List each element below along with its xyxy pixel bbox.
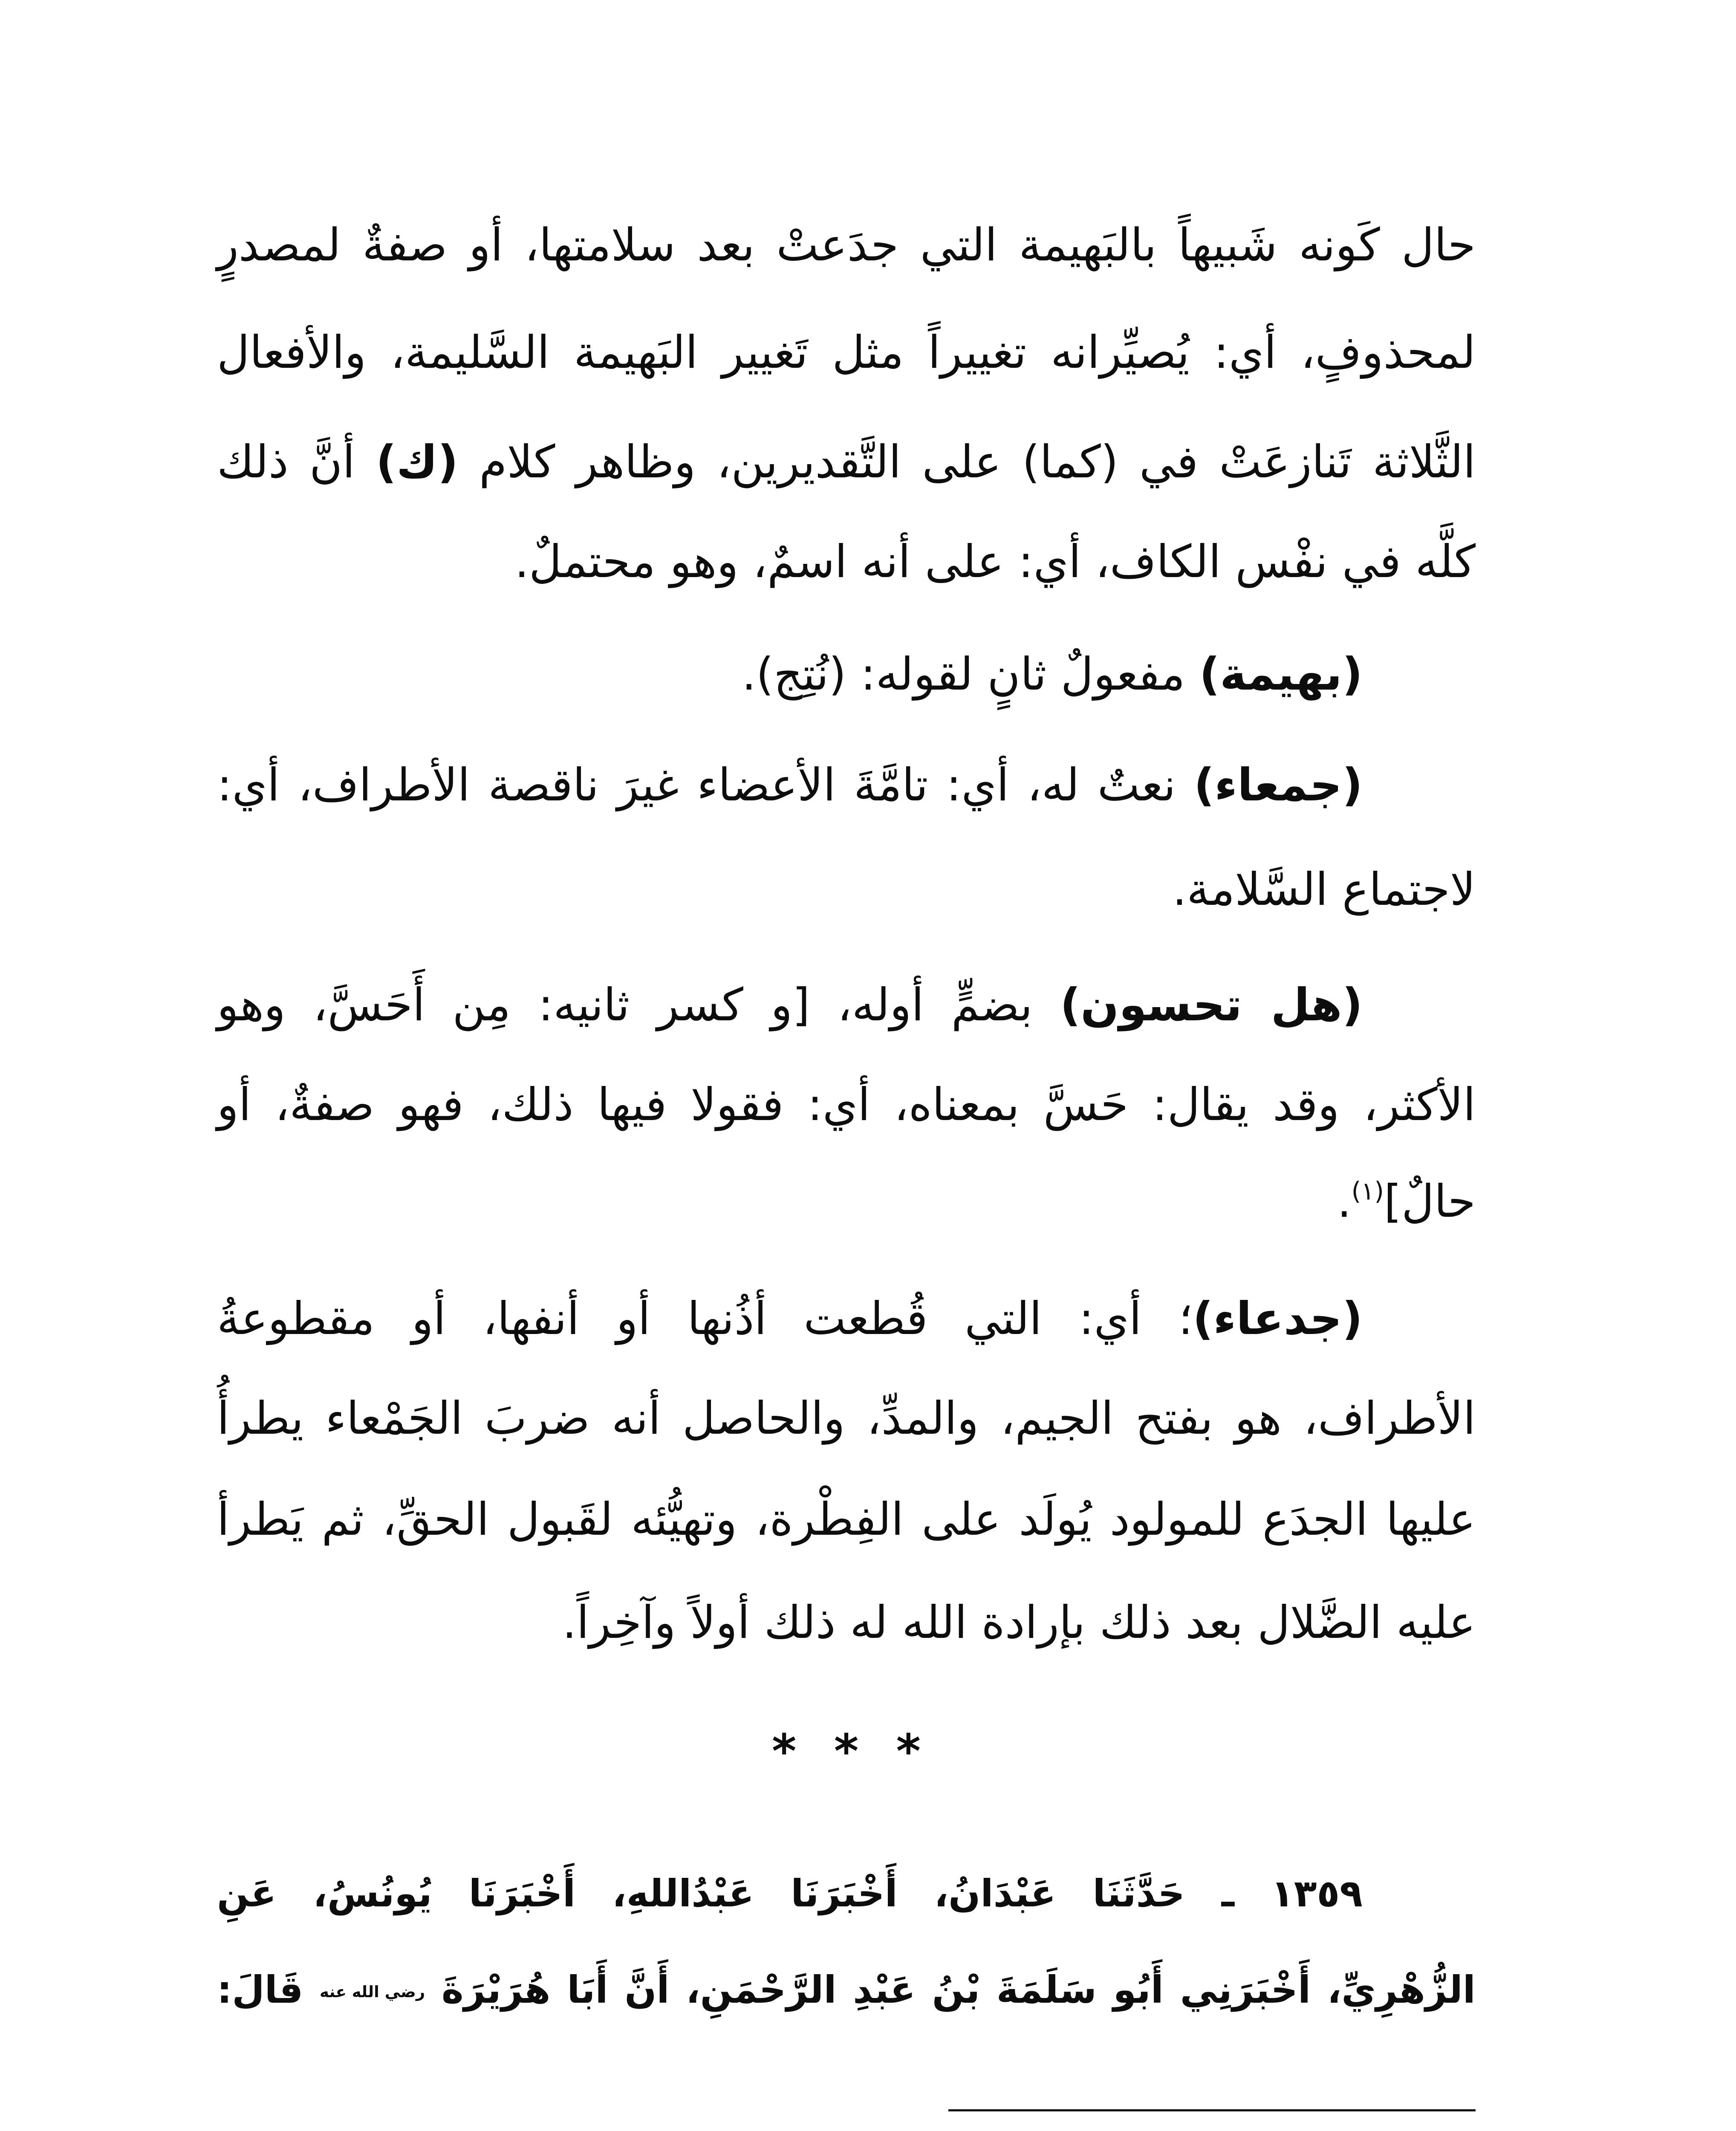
line-segment: الزُّهْرِيِّ، أَخْبَرَنِي أَبُو سَلَمَةَ بْنُ عَبْدِ الرَّحْمَنِ، أَنَّ أَبَا هُرَيْرَةَ <box>441 1968 1476 2012</box>
line-segment: ؛ أي: التي قُطعت أذُنها أو أنفها، أو مقطوعةُ <box>217 1292 1193 1345</box>
footnote-divider <box>948 2109 1476 2111</box>
commentary-line <box>217 1569 1476 1676</box>
line-segment: نعتٌ له، أي: تامَّةَ الأعضاء غيرَ ناقصة الأطراف، أي: <box>217 759 1176 811</box>
line-text: كلَّه في نفْس الكاف، أي: على أنه اسمٌ، وهو محتملٌ. <box>514 535 1476 588</box>
line-segment: بضمٍّ أوله، [و كسر ثانيه: مِن أَحَسَّ، وهو <box>217 979 1033 1031</box>
commentary-line <box>217 1466 1476 1573</box>
commentary-line <box>217 952 1363 1058</box>
lemma-term: (هل تحسون) <box>1060 979 1363 1031</box>
commentary-line <box>217 409 1476 515</box>
line-text: عليها الجدَع للمولود يُولَد على الفِطْرة، وتهيُّئه لقَبول الحقِّ، ثم يَطرأ <box>217 1493 1476 1545</box>
line-segment: مفعولٌ ثانٍ لقوله: (نُتِج). <box>742 648 1185 700</box>
commentary-line <box>217 732 1363 838</box>
honorific-ligature: رضي الله عنه <box>320 1983 425 2001</box>
commentary-line <box>217 192 1476 298</box>
line-text: حال كَونه شَبيهاً بالبَهيمة التي جدَعتْ بعد سلامتها، أو صفةٌ لمصدرٍ <box>217 219 1476 271</box>
line-text: عليه الضَّلال بعد ذلك بإرادة الله له ذلك أولاً وآخِراً. <box>562 1596 1476 1649</box>
line-segment: . <box>1337 1175 1352 1227</box>
source-reference: (ك) <box>376 436 458 488</box>
line-text <box>217 409 1476 515</box>
line-text <box>1337 1148 1476 1255</box>
commentary-line <box>217 1265 1363 1372</box>
hadith-line <box>217 1840 1363 1947</box>
line-segment: ـ حَدَّثَنَا عَبْدَانُ، أَخْبَرَنَا عَبْدُاللهِ، أَخْبَرَنَا يُونُسُ، عَنِ <box>217 1871 1235 1915</box>
line-text <box>217 952 1363 1058</box>
commentary-line <box>217 1148 1476 1255</box>
section-separator: * * * <box>771 1724 921 1779</box>
lemma-term: (جدعاء) <box>1193 1292 1363 1345</box>
line-text: الأطراف، هو بفتح الجيم، والمدِّ، والحاصل أنه ضربَ الجَمْعاء يطرأُ <box>217 1392 1476 1444</box>
line-text: الأكثر، وقد يقال: حَسَّ بمعناه، أي: فقولا فيها ذلك، فهو صفةٌ، أو <box>217 1078 1476 1131</box>
line-segment: حالٌ] <box>1384 1175 1476 1227</box>
lemma-term: (بهيمة) <box>1199 648 1363 700</box>
line-segment: الثَّلاثة تَنازعَتْ في (كما) على التَّقديرين، وظاهر كلام <box>479 436 1476 488</box>
commentary-line <box>217 836 1476 943</box>
hadith-line <box>217 1937 1476 2043</box>
commentary-line <box>217 1365 1476 1472</box>
line-text <box>217 732 1363 838</box>
footnote-reference: (١) <box>1351 1176 1384 1206</box>
line-text <box>217 1840 1363 1947</box>
commentary-line <box>217 299 1476 406</box>
line-text <box>742 621 1363 728</box>
line-text <box>217 1937 1476 2045</box>
line-segment: أنَّ ذلك <box>217 436 355 488</box>
line-segment: قَالَ: <box>217 1968 303 2012</box>
commentary-line <box>217 621 1363 728</box>
lemma-term: (جمعاء) <box>1194 759 1363 811</box>
line-text: لمحذوفٍ، أي: يُصيِّرانه تغييراً مثل تَغيير البَهيمة السَّليمة، والأفعال <box>217 326 1476 378</box>
commentary-line <box>217 508 1476 615</box>
commentary-line <box>217 1051 1476 1158</box>
line-text: لاجتماع السَّلامة. <box>1172 863 1476 915</box>
hadith-number: ١٣٥٩ <box>1271 1871 1363 1915</box>
line-text <box>217 1265 1363 1372</box>
